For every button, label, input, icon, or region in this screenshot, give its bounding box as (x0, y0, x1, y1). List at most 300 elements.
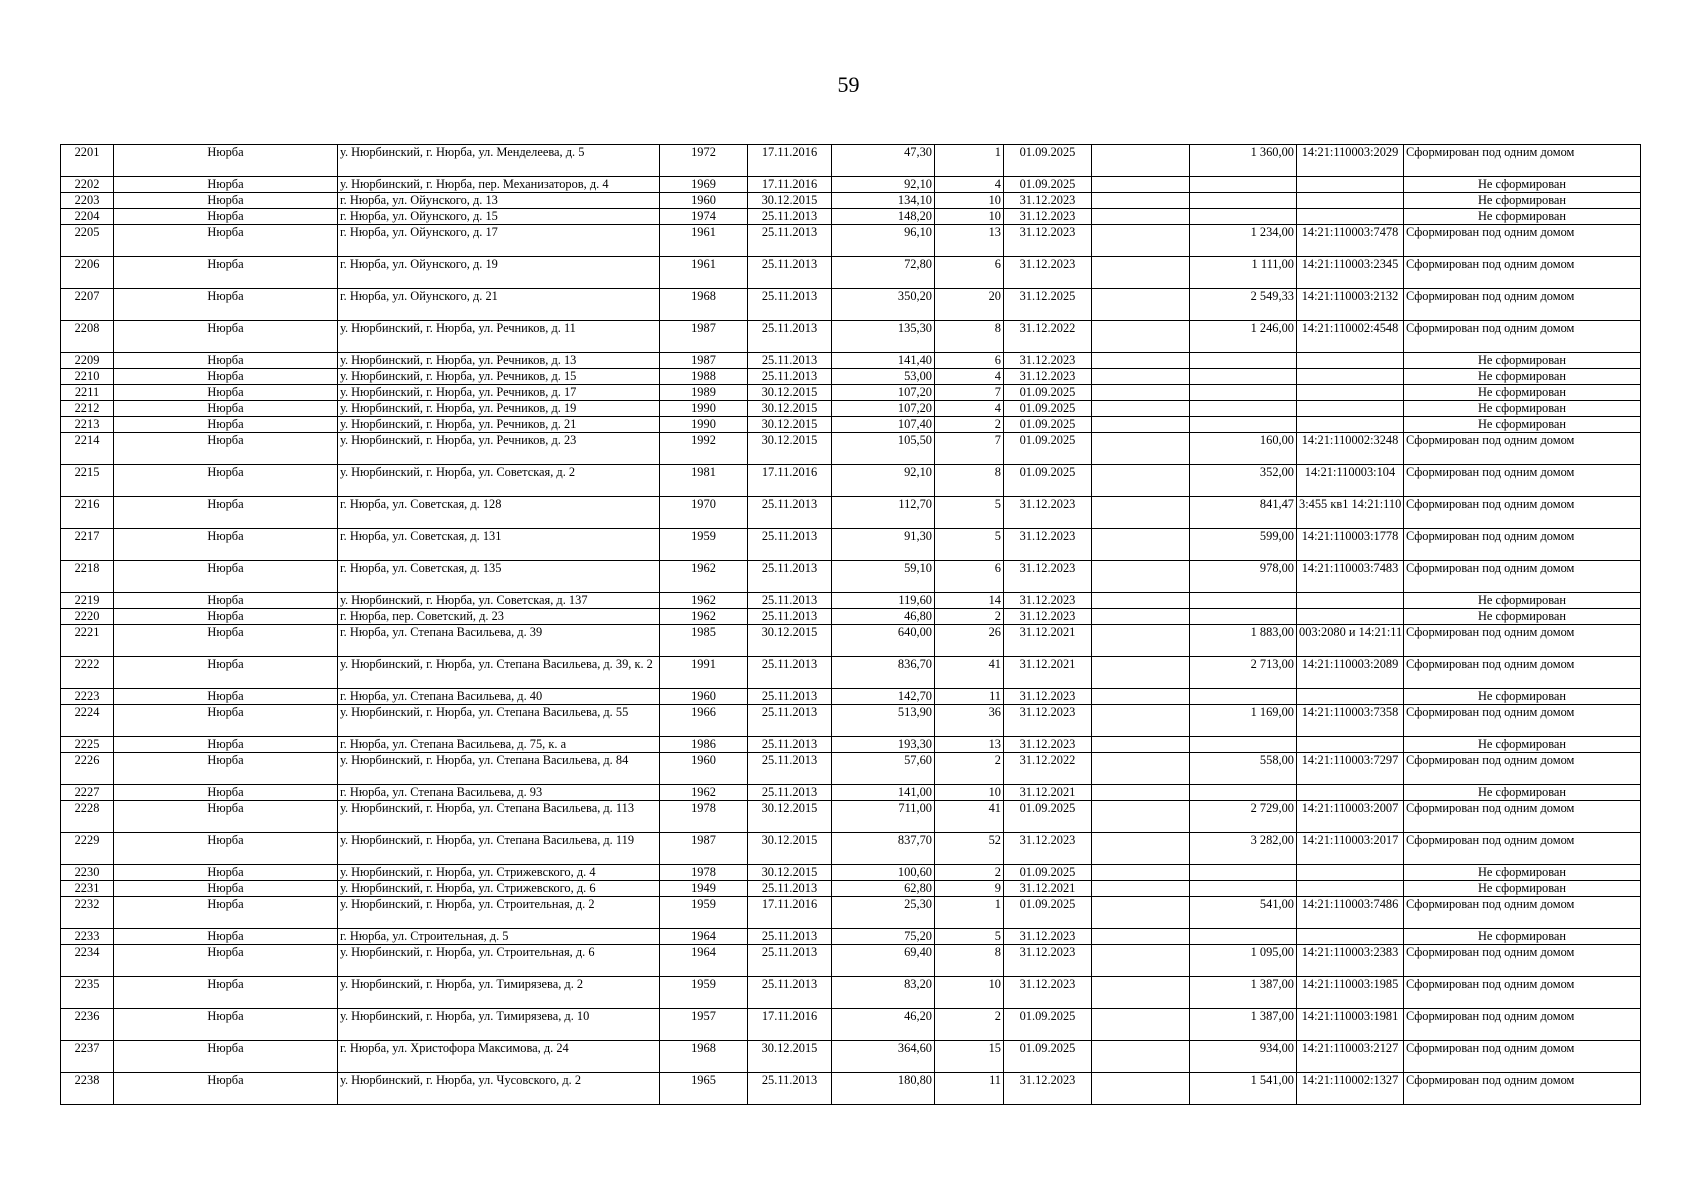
empty-cell (1092, 705, 1190, 737)
year-cell: 1987 (660, 321, 748, 353)
row-number: 2201 (61, 145, 114, 177)
land-status-cell: Сформирован под одним домом (1404, 257, 1641, 289)
inclusion-date-cell: 25.11.2013 (748, 289, 832, 321)
area-cell: 53,00 (832, 369, 935, 385)
city-cell: Нюрба (114, 945, 338, 977)
area-cell: 25,30 (832, 897, 935, 929)
row-number: 2212 (61, 401, 114, 417)
area-cell: 46,20 (832, 1009, 935, 1041)
inclusion-date-cell: 25.11.2013 (748, 753, 832, 785)
planned-date-cell: 01.09.2025 (1004, 177, 1092, 193)
address-cell: у. Нюрбинский, г. Нюрба, ул. Менделеева, д. 5 (338, 145, 660, 177)
planned-date-cell: 01.09.2025 (1004, 401, 1092, 417)
address-cell: у. Нюрбинский, г. Нюрба, ул. Стрижевского, д. 4 (338, 865, 660, 881)
area-cell: 193,30 (832, 737, 935, 753)
inclusion-date-cell: 25.11.2013 (748, 929, 832, 945)
empty-cell (1092, 1009, 1190, 1041)
table-row (61, 177, 1641, 193)
land-area-cell: 2 713,00 (1190, 657, 1297, 689)
planned-date-cell: 01.09.2025 (1004, 417, 1092, 433)
planned-date-cell: 31.12.2022 (1004, 321, 1092, 353)
row-number: 2218 (61, 561, 114, 593)
row-number: 2229 (61, 833, 114, 865)
residents-count-cell: 41 (935, 657, 1004, 689)
inclusion-date-cell: 30.12.2015 (748, 401, 832, 417)
empty-cell (1092, 353, 1190, 369)
address-cell: г. Нюрба, ул. Ойунского, д. 13 (338, 193, 660, 209)
cadastral-number-cell (1297, 785, 1404, 801)
city-cell: Нюрба (114, 209, 338, 225)
inclusion-date-cell: 25.11.2013 (748, 369, 832, 385)
row-number: 2217 (61, 529, 114, 561)
land-area-cell (1190, 385, 1297, 401)
empty-cell (1092, 897, 1190, 929)
planned-date-cell: 01.09.2025 (1004, 801, 1092, 833)
city-cell: Нюрба (114, 145, 338, 177)
planned-date-cell: 31.12.2023 (1004, 593, 1092, 609)
city-cell: Нюрба (114, 881, 338, 897)
empty-cell (1092, 801, 1190, 833)
planned-date-cell: 31.12.2023 (1004, 529, 1092, 561)
inclusion-date-cell: 30.12.2015 (748, 1041, 832, 1073)
land-status-cell: Сформирован под одним домом (1404, 497, 1641, 529)
cadastral-number-cell (1297, 353, 1404, 369)
area-cell: 640,00 (832, 625, 935, 657)
year-cell: 1978 (660, 801, 748, 833)
planned-date-cell: 31.12.2023 (1004, 929, 1092, 945)
residents-count-cell: 2 (935, 865, 1004, 881)
land-area-cell: 841,47 (1190, 497, 1297, 529)
year-cell: 1962 (660, 785, 748, 801)
empty-cell (1092, 225, 1190, 257)
residents-count-cell: 4 (935, 401, 1004, 417)
year-cell: 1966 (660, 705, 748, 737)
inclusion-date-cell: 17.11.2016 (748, 1009, 832, 1041)
table-row (61, 705, 1641, 737)
area-cell: 350,20 (832, 289, 935, 321)
planned-date-cell: 31.12.2023 (1004, 609, 1092, 625)
address-cell: у. Нюрбинский, г. Нюрба, ул. Речников, д. 15 (338, 369, 660, 385)
planned-date-cell: 31.12.2023 (1004, 1073, 1092, 1105)
land-area-cell (1190, 401, 1297, 417)
table-row (61, 625, 1641, 657)
city-cell: Нюрба (114, 929, 338, 945)
land-area-cell: 352,00 (1190, 465, 1297, 497)
city-cell: Нюрба (114, 1009, 338, 1041)
address-cell: у. Нюрбинский, г. Нюрба, ул. Стрижевского, д. 6 (338, 881, 660, 897)
land-area-cell (1190, 353, 1297, 369)
land-area-cell: 2 549,33 (1190, 289, 1297, 321)
planned-date-cell: 31.12.2023 (1004, 833, 1092, 865)
cadastral-number-cell: 14:21:110003:104 (1297, 465, 1404, 497)
year-cell: 1974 (660, 209, 748, 225)
residents-count-cell: 52 (935, 833, 1004, 865)
table-row (61, 865, 1641, 881)
cadastral-number-cell: 14:21:110003:2017 (1297, 833, 1404, 865)
inclusion-date-cell: 30.12.2015 (748, 865, 832, 881)
row-number: 2206 (61, 257, 114, 289)
city-cell: Нюрба (114, 465, 338, 497)
area-cell: 513,90 (832, 705, 935, 737)
empty-cell (1092, 593, 1190, 609)
table-row (61, 433, 1641, 465)
city-cell: Нюрба (114, 177, 338, 193)
land-status-cell: Сформирован под одним домом (1404, 1009, 1641, 1041)
city-cell: Нюрба (114, 625, 338, 657)
empty-cell (1092, 833, 1190, 865)
land-status-cell: Не сформирован (1404, 689, 1641, 705)
row-number: 2213 (61, 417, 114, 433)
cadastral-number-cell: 14:21:110003:2383 (1297, 945, 1404, 977)
residents-count-cell: 15 (935, 1041, 1004, 1073)
residents-count-cell: 5 (935, 929, 1004, 945)
land-status-cell: Не сформирован (1404, 865, 1641, 881)
planned-date-cell: 31.12.2023 (1004, 689, 1092, 705)
year-cell: 1992 (660, 433, 748, 465)
address-cell: у. Нюрбинский, г. Нюрба, ул. Степана Васильева, д. 84 (338, 753, 660, 785)
row-number: 2209 (61, 353, 114, 369)
area-cell: 711,00 (832, 801, 935, 833)
row-number: 2219 (61, 593, 114, 609)
residents-count-cell: 2 (935, 417, 1004, 433)
land-area-cell (1190, 881, 1297, 897)
year-cell: 1968 (660, 289, 748, 321)
inclusion-date-cell: 30.12.2015 (748, 433, 832, 465)
year-cell: 1969 (660, 177, 748, 193)
land-status-cell: Сформирован под одним домом (1404, 1041, 1641, 1073)
residents-count-cell: 11 (935, 1073, 1004, 1105)
empty-cell (1092, 865, 1190, 881)
residents-count-cell: 36 (935, 705, 1004, 737)
empty-cell (1092, 497, 1190, 529)
year-cell: 1986 (660, 737, 748, 753)
inclusion-date-cell: 25.11.2013 (748, 609, 832, 625)
planned-date-cell: 31.12.2021 (1004, 625, 1092, 657)
planned-date-cell: 01.09.2025 (1004, 145, 1092, 177)
city-cell: Нюрба (114, 657, 338, 689)
inclusion-date-cell: 25.11.2013 (748, 257, 832, 289)
inclusion-date-cell: 30.12.2015 (748, 833, 832, 865)
land-area-cell: 3 282,00 (1190, 833, 1297, 865)
planned-date-cell: 31.12.2023 (1004, 193, 1092, 209)
row-number: 2236 (61, 1009, 114, 1041)
land-status-cell: Не сформирован (1404, 417, 1641, 433)
land-area-cell: 1 883,00 (1190, 625, 1297, 657)
row-number: 2234 (61, 945, 114, 977)
city-cell: Нюрба (114, 1041, 338, 1073)
address-cell: у. Нюрбинский, г. Нюрба, ул. Речников, д. 17 (338, 385, 660, 401)
cadastral-number-cell: 14:21:110003:1985 (1297, 977, 1404, 1009)
land-status-cell: Не сформирован (1404, 193, 1641, 209)
table-row (61, 417, 1641, 433)
residents-count-cell: 8 (935, 321, 1004, 353)
address-cell: у. Нюрбинский, г. Нюрба, ул. Степана Васильева, д. 55 (338, 705, 660, 737)
empty-cell (1092, 385, 1190, 401)
address-cell: г. Нюрба, ул. Ойунского, д. 15 (338, 209, 660, 225)
planned-date-cell: 31.12.2023 (1004, 497, 1092, 529)
table-row (61, 257, 1641, 289)
table-row (61, 833, 1641, 865)
land-status-cell: Сформирован под одним домом (1404, 705, 1641, 737)
city-cell: Нюрба (114, 865, 338, 881)
land-status-cell: Сформирован под одним домом (1404, 289, 1641, 321)
cadastral-number-cell (1297, 193, 1404, 209)
cadastral-number-cell: 14:21:110003:1981 (1297, 1009, 1404, 1041)
city-cell: Нюрба (114, 385, 338, 401)
empty-cell (1092, 737, 1190, 753)
address-cell: г. Нюрба, пер. Советский, д. 23 (338, 609, 660, 625)
land-area-cell: 541,00 (1190, 897, 1297, 929)
land-area-cell: 2 729,00 (1190, 801, 1297, 833)
address-cell: у. Нюрбинский, г. Нюрба, ул. Степана Васильева, д. 119 (338, 833, 660, 865)
cadastral-number-cell: 14:21:110003:7478 (1297, 225, 1404, 257)
land-status-cell: Сформирован под одним домом (1404, 801, 1641, 833)
address-cell: у. Нюрбинский, г. Нюрба, ул. Речников, д. 11 (338, 321, 660, 353)
year-cell: 1991 (660, 657, 748, 689)
row-number: 2221 (61, 625, 114, 657)
empty-cell (1092, 401, 1190, 417)
table-row (61, 977, 1641, 1009)
year-cell: 1988 (660, 369, 748, 385)
row-number: 2232 (61, 897, 114, 929)
land-status-cell: Не сформирован (1404, 593, 1641, 609)
empty-cell (1092, 209, 1190, 225)
planned-date-cell: 31.12.2023 (1004, 705, 1092, 737)
address-cell: у. Нюрбинский, г. Нюрба, пер. Механизаторов, д. 4 (338, 177, 660, 193)
area-cell: 92,10 (832, 177, 935, 193)
area-cell: 46,80 (832, 609, 935, 625)
year-cell: 1972 (660, 145, 748, 177)
empty-cell (1092, 289, 1190, 321)
year-cell: 1970 (660, 497, 748, 529)
area-cell: 62,80 (832, 881, 935, 897)
empty-cell (1092, 321, 1190, 353)
residents-count-cell: 10 (935, 209, 1004, 225)
cadastral-number-cell (1297, 177, 1404, 193)
land-area-cell: 1 111,00 (1190, 257, 1297, 289)
table-row (61, 785, 1641, 801)
land-status-cell: Сформирован под одним домом (1404, 657, 1641, 689)
address-cell: г. Нюрба, ул. Советская, д. 128 (338, 497, 660, 529)
planned-date-cell: 31.12.2023 (1004, 225, 1092, 257)
row-number: 2237 (61, 1041, 114, 1073)
land-area-cell (1190, 593, 1297, 609)
year-cell: 1960 (660, 753, 748, 785)
registry-body (61, 145, 1641, 1105)
residents-count-cell: 2 (935, 609, 1004, 625)
land-area-cell: 558,00 (1190, 753, 1297, 785)
inclusion-date-cell: 17.11.2016 (748, 465, 832, 497)
inclusion-date-cell: 17.11.2016 (748, 897, 832, 929)
cadastral-number-cell: 14:21:110003:7358 (1297, 705, 1404, 737)
address-cell: у. Нюрбинский, г. Нюрба, ул. Степана Васильева, д. 39, к. 2 (338, 657, 660, 689)
table-row (61, 929, 1641, 945)
table-row (61, 321, 1641, 353)
row-number: 2202 (61, 177, 114, 193)
empty-cell (1092, 145, 1190, 177)
inclusion-date-cell: 17.11.2016 (748, 177, 832, 193)
land-status-cell: Не сформирован (1404, 401, 1641, 417)
empty-cell (1092, 433, 1190, 465)
year-cell: 1959 (660, 529, 748, 561)
land-area-cell (1190, 737, 1297, 753)
area-cell: 105,50 (832, 433, 935, 465)
year-cell: 1968 (660, 1041, 748, 1073)
inclusion-date-cell: 17.11.2016 (748, 145, 832, 177)
inclusion-date-cell: 25.11.2013 (748, 353, 832, 369)
inclusion-date-cell: 30.12.2015 (748, 385, 832, 401)
year-cell: 1960 (660, 193, 748, 209)
year-cell: 1981 (660, 465, 748, 497)
city-cell: Нюрба (114, 497, 338, 529)
cadastral-number-cell: 14:21:110002:1327 (1297, 1073, 1404, 1105)
area-cell: 57,60 (832, 753, 935, 785)
planned-date-cell: 31.12.2023 (1004, 369, 1092, 385)
land-status-cell: Не сформирован (1404, 609, 1641, 625)
planned-date-cell: 01.09.2025 (1004, 897, 1092, 929)
city-cell: Нюрба (114, 1073, 338, 1105)
table-row (61, 753, 1641, 785)
year-cell: 1961 (660, 225, 748, 257)
land-status-cell: Не сформирован (1404, 881, 1641, 897)
cadastral-number-cell (1297, 737, 1404, 753)
residents-count-cell: 14 (935, 593, 1004, 609)
area-cell: 107,20 (832, 385, 935, 401)
address-cell: г. Нюрба, ул. Степана Васильева, д. 93 (338, 785, 660, 801)
empty-cell (1092, 177, 1190, 193)
row-number: 2211 (61, 385, 114, 401)
year-cell: 1990 (660, 401, 748, 417)
inclusion-date-cell: 25.11.2013 (748, 881, 832, 897)
land-area-cell: 978,00 (1190, 561, 1297, 593)
year-cell: 1962 (660, 593, 748, 609)
year-cell: 1964 (660, 929, 748, 945)
residents-count-cell: 11 (935, 689, 1004, 705)
area-cell: 100,60 (832, 865, 935, 881)
empty-cell (1092, 465, 1190, 497)
table-row (61, 1041, 1641, 1073)
year-cell: 1985 (660, 625, 748, 657)
inclusion-date-cell: 25.11.2013 (748, 785, 832, 801)
area-cell: 59,10 (832, 561, 935, 593)
land-status-cell: Не сформирован (1404, 385, 1641, 401)
land-area-cell: 1 360,00 (1190, 145, 1297, 177)
cadastral-number-cell: 14:21:110003:7483 (1297, 561, 1404, 593)
cadastral-number-cell: 14:21:110002:4548 (1297, 321, 1404, 353)
empty-cell (1092, 609, 1190, 625)
area-cell: 47,30 (832, 145, 935, 177)
area-cell: 134,10 (832, 193, 935, 209)
cadastral-number-cell (1297, 593, 1404, 609)
table-row (61, 1073, 1641, 1105)
cadastral-number-cell (1297, 369, 1404, 385)
planned-date-cell: 01.09.2025 (1004, 1009, 1092, 1041)
city-cell: Нюрба (114, 401, 338, 417)
inclusion-date-cell: 30.12.2015 (748, 417, 832, 433)
address-cell: у. Нюрбинский, г. Нюрба, ул. Советская, д. 137 (338, 593, 660, 609)
city-cell: Нюрба (114, 433, 338, 465)
cadastral-number-cell (1297, 401, 1404, 417)
table-row (61, 401, 1641, 417)
land-area-cell: 1 387,00 (1190, 977, 1297, 1009)
table-row (61, 689, 1641, 705)
cadastral-number-cell: 14:21:110003:7486 (1297, 897, 1404, 929)
row-number: 2228 (61, 801, 114, 833)
year-cell: 1978 (660, 865, 748, 881)
residents-count-cell: 6 (935, 353, 1004, 369)
row-number: 2227 (61, 785, 114, 801)
area-cell: 364,60 (832, 1041, 935, 1073)
empty-cell (1092, 689, 1190, 705)
residents-count-cell: 5 (935, 497, 1004, 529)
address-cell: у. Нюрбинский, г. Нюрба, ул. Степана Васильева, д. 113 (338, 801, 660, 833)
residents-count-cell: 10 (935, 977, 1004, 1009)
year-cell: 1960 (660, 689, 748, 705)
city-cell: Нюрба (114, 833, 338, 865)
planned-date-cell: 31.12.2021 (1004, 881, 1092, 897)
table-row (61, 225, 1641, 257)
table-row (61, 145, 1641, 177)
inclusion-date-cell: 25.11.2013 (748, 977, 832, 1009)
planned-date-cell: 01.09.2025 (1004, 385, 1092, 401)
city-cell: Нюрба (114, 897, 338, 929)
residents-count-cell: 4 (935, 369, 1004, 385)
table-row (61, 385, 1641, 401)
cadastral-number-cell: 14:21:110002:3248 (1297, 433, 1404, 465)
inclusion-date-cell: 25.11.2013 (748, 657, 832, 689)
inclusion-date-cell: 25.11.2013 (748, 209, 832, 225)
land-status-cell: Не сформирован (1404, 209, 1641, 225)
cadastral-number-cell (1297, 689, 1404, 705)
land-status-cell: Не сформирован (1404, 929, 1641, 945)
row-number: 2224 (61, 705, 114, 737)
cadastral-number-cell: 14:21:110003:7297 (1297, 753, 1404, 785)
cadastral-number-cell (1297, 881, 1404, 897)
land-area-cell: 1 234,00 (1190, 225, 1297, 257)
city-cell: Нюрба (114, 289, 338, 321)
address-cell: у. Нюрбинский, г. Нюрба, ул. Чусовского, д. 2 (338, 1073, 660, 1105)
city-cell: Нюрба (114, 593, 338, 609)
planned-date-cell: 31.12.2023 (1004, 209, 1092, 225)
empty-cell (1092, 785, 1190, 801)
land-area-cell: 1 246,00 (1190, 321, 1297, 353)
year-cell: 1987 (660, 353, 748, 369)
planned-date-cell: 01.09.2025 (1004, 1041, 1092, 1073)
inclusion-date-cell: 25.11.2013 (748, 497, 832, 529)
cadastral-number-cell: 14:21:110003:2132 (1297, 289, 1404, 321)
land-area-cell (1190, 865, 1297, 881)
residents-count-cell: 41 (935, 801, 1004, 833)
city-cell: Нюрба (114, 689, 338, 705)
residents-count-cell: 26 (935, 625, 1004, 657)
area-cell: 119,60 (832, 593, 935, 609)
row-number: 2231 (61, 881, 114, 897)
inclusion-date-cell: 25.11.2013 (748, 1073, 832, 1105)
land-area-cell (1190, 689, 1297, 705)
land-status-cell: Сформирован под одним домом (1404, 225, 1641, 257)
empty-cell (1092, 625, 1190, 657)
table-row (61, 1009, 1641, 1041)
city-cell: Нюрба (114, 225, 338, 257)
area-cell: 72,80 (832, 257, 935, 289)
inclusion-date-cell: 25.11.2013 (748, 705, 832, 737)
year-cell: 1962 (660, 561, 748, 593)
address-cell: г. Нюрба, ул. Советская, д. 135 (338, 561, 660, 593)
planned-date-cell: 31.12.2025 (1004, 289, 1092, 321)
year-cell: 1959 (660, 897, 748, 929)
area-cell: 135,30 (832, 321, 935, 353)
address-cell: у. Нюрбинский, г. Нюрба, ул. Тимирязева, д. 2 (338, 977, 660, 1009)
